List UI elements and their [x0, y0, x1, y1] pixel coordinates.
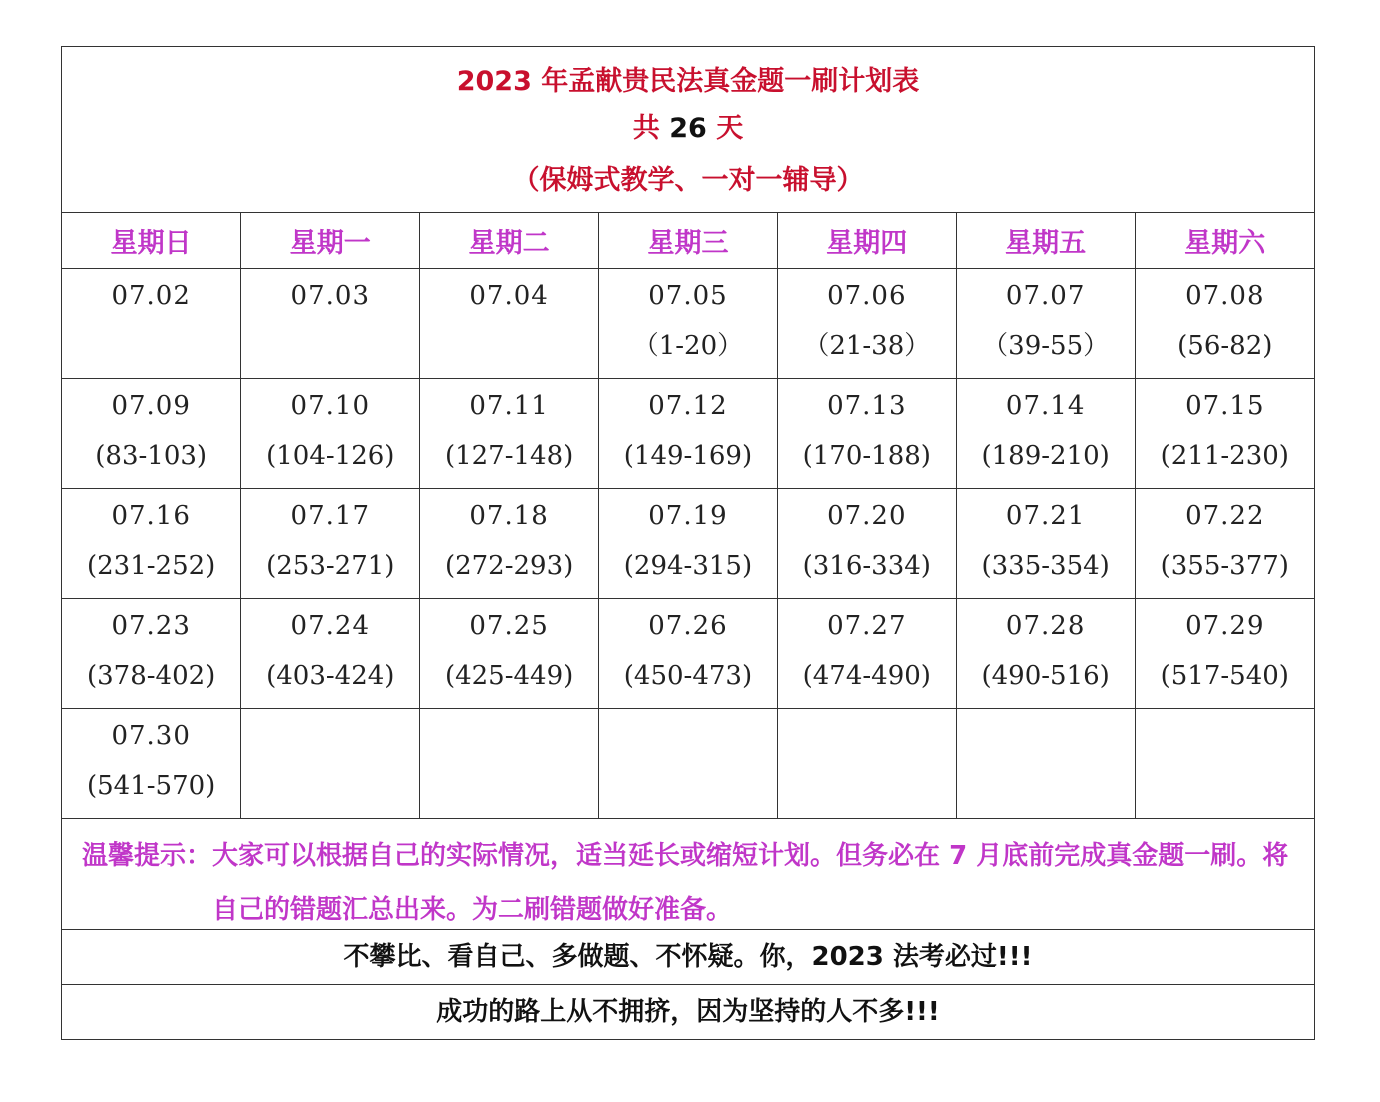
- question-range: (104-126): [266, 441, 395, 471]
- day-cell: [420, 379, 599, 489]
- day-cell: [241, 269, 420, 379]
- day-date: [599, 721, 777, 761]
- day-cell: [956, 599, 1135, 709]
- day-cell: [777, 379, 956, 489]
- motto-1: 不攀比、看自己、多做题、不怀疑。你，2023 法考必过!!!: [62, 930, 1314, 985]
- day-cell: [62, 599, 241, 709]
- day-cell: [62, 269, 241, 379]
- day-date: 07.08: [1185, 281, 1265, 311]
- day-cell: [1135, 379, 1314, 489]
- question-range: (425-449): [444, 661, 574, 691]
- question-range: [420, 321, 598, 371]
- question-range: [62, 321, 240, 371]
- question-range: [778, 761, 956, 811]
- question-range: (211-230): [1160, 441, 1289, 471]
- question-range: (335-354): [981, 551, 1110, 581]
- day-date: 07.12: [648, 391, 728, 421]
- question-range: (127-148): [444, 441, 574, 471]
- question-range: (149-169): [623, 441, 753, 471]
- day-cell: [420, 599, 599, 709]
- day-date: 07.14: [1005, 391, 1086, 421]
- day-date: [778, 721, 956, 761]
- day-cell: [777, 489, 956, 599]
- question-range: (294-315): [623, 551, 753, 581]
- weekday-header: 星期三: [599, 213, 778, 269]
- question-range: （1-20）: [632, 331, 744, 361]
- day-date: 07.02: [111, 281, 191, 311]
- question-range: (253-271): [266, 551, 395, 581]
- weekday-header: 星期五: [956, 213, 1135, 269]
- question-range: [599, 761, 777, 811]
- day-date: 07.28: [1005, 611, 1086, 641]
- question-range: (170-188): [802, 441, 931, 471]
- day-cell: [241, 599, 420, 709]
- day-cell: [241, 489, 420, 599]
- day-cell: [420, 489, 599, 599]
- week-row: [62, 709, 1314, 819]
- day-date: 07.03: [290, 281, 370, 311]
- weekday-header: 星期日: [62, 213, 241, 269]
- day-date: [420, 721, 598, 761]
- question-range: (56-82): [1177, 331, 1273, 361]
- tip-note: [62, 819, 1314, 930]
- day-date: 07.20: [827, 501, 907, 531]
- day-date: [241, 721, 419, 761]
- study-plan-table: [61, 46, 1315, 1040]
- day-date: 07.16: [111, 501, 191, 531]
- tip-text: 大家可以根据自己的实际情况，适当延长或缩短计划。但务必在 7 月底前完成真金题一刷。将自己的错题汇总出来。为二刷错题做好准备。: [212, 841, 1289, 925]
- day-date: 07.19: [648, 501, 728, 531]
- day-cell: [1135, 269, 1314, 379]
- day-date: 07.15: [1185, 391, 1265, 421]
- day-cell: [599, 379, 778, 489]
- day-date: 07.06: [827, 281, 907, 311]
- question-range: (231-252): [87, 551, 216, 581]
- day-cell: [956, 709, 1135, 819]
- day-date: 07.10: [290, 391, 370, 421]
- day-cell: [1135, 599, 1314, 709]
- day-cell: [599, 709, 778, 819]
- question-range: [241, 761, 419, 811]
- question-range: (403-424): [266, 661, 395, 691]
- day-date: 07.17: [290, 501, 370, 531]
- question-range: [241, 321, 419, 371]
- question-range: (355-377): [1160, 551, 1289, 581]
- day-cell: [1135, 709, 1314, 819]
- weekday-header: 星期二: [420, 213, 599, 269]
- day-date: 07.27: [827, 611, 907, 641]
- question-range: (450-473): [623, 661, 753, 691]
- day-date: 07.25: [469, 611, 549, 641]
- day-cell: [956, 379, 1135, 489]
- tip-label: 温馨提示：: [82, 841, 213, 871]
- day-cell: [777, 269, 956, 379]
- day-cell: [241, 709, 420, 819]
- days-suffix: 天: [716, 113, 744, 144]
- day-cell: [62, 379, 241, 489]
- total-days: [62, 101, 1314, 156]
- motto-2: 成功的路上从不拥挤，因为坚持的人不多!!!: [436, 997, 940, 1027]
- day-date: 07.13: [827, 391, 907, 421]
- day-date: 07.11: [469, 391, 549, 421]
- day-date: 07.23: [111, 611, 191, 641]
- day-cell: [777, 599, 956, 709]
- day-cell: [599, 489, 778, 599]
- day-date: [957, 721, 1135, 761]
- question-range: [1136, 761, 1314, 811]
- day-cell: [1135, 489, 1314, 599]
- weekday-header: 星期一: [241, 213, 420, 269]
- week-row: [62, 599, 1314, 709]
- days-count: 26: [669, 113, 707, 144]
- question-range: (272-293): [444, 551, 574, 581]
- day-date: 07.24: [290, 611, 370, 641]
- day-date: 07.21: [1005, 501, 1086, 531]
- day-date: 07.05: [648, 281, 728, 311]
- day-date: 07.09: [111, 391, 191, 421]
- weekday-header: 星期四: [777, 213, 956, 269]
- question-range: (378-402): [87, 661, 216, 691]
- day-date: 07.22: [1185, 501, 1265, 531]
- question-range: (189-210): [981, 441, 1110, 471]
- day-cell: [241, 379, 420, 489]
- day-cell: [599, 599, 778, 709]
- day-cell: [420, 269, 599, 379]
- day-cell: [62, 489, 241, 599]
- day-cell: [62, 709, 241, 819]
- question-range: (490-516): [981, 661, 1110, 691]
- question-range: （21-38）: [803, 331, 931, 361]
- day-date: 07.30: [111, 721, 191, 751]
- day-date: 07.29: [1185, 611, 1265, 641]
- plan-subtitle: （保姆式教学、一对一辅导）: [512, 165, 864, 196]
- day-date: 07.26: [648, 611, 728, 641]
- question-range: (316-334): [802, 551, 931, 581]
- week-row: [62, 489, 1314, 599]
- weekday-header: 星期六: [1135, 213, 1314, 269]
- day-date: [1136, 721, 1314, 761]
- question-range: [957, 761, 1135, 811]
- question-range: （39-55）: [982, 331, 1110, 361]
- table-header: [62, 47, 1314, 213]
- question-range: (541-570): [87, 771, 216, 801]
- day-date: 07.04: [469, 281, 549, 311]
- question-range: [420, 761, 598, 811]
- schedule-grid: [62, 213, 1314, 819]
- day-cell: [956, 269, 1135, 379]
- question-range: (517-540): [1160, 661, 1289, 691]
- day-cell: [777, 709, 956, 819]
- day-date: 07.07: [1005, 281, 1086, 311]
- day-cell: [599, 269, 778, 379]
- day-date: 07.18: [469, 501, 549, 531]
- plan-title: 2023 年孟献贵民法真金题一刷计划表: [456, 66, 920, 97]
- week-row: [62, 269, 1314, 379]
- question-range: (83-103): [95, 441, 208, 471]
- question-range: (474-490): [802, 661, 931, 691]
- days-prefix: 共: [632, 113, 660, 144]
- week-row: [62, 379, 1314, 489]
- day-cell: [956, 489, 1135, 599]
- day-cell: [420, 709, 599, 819]
